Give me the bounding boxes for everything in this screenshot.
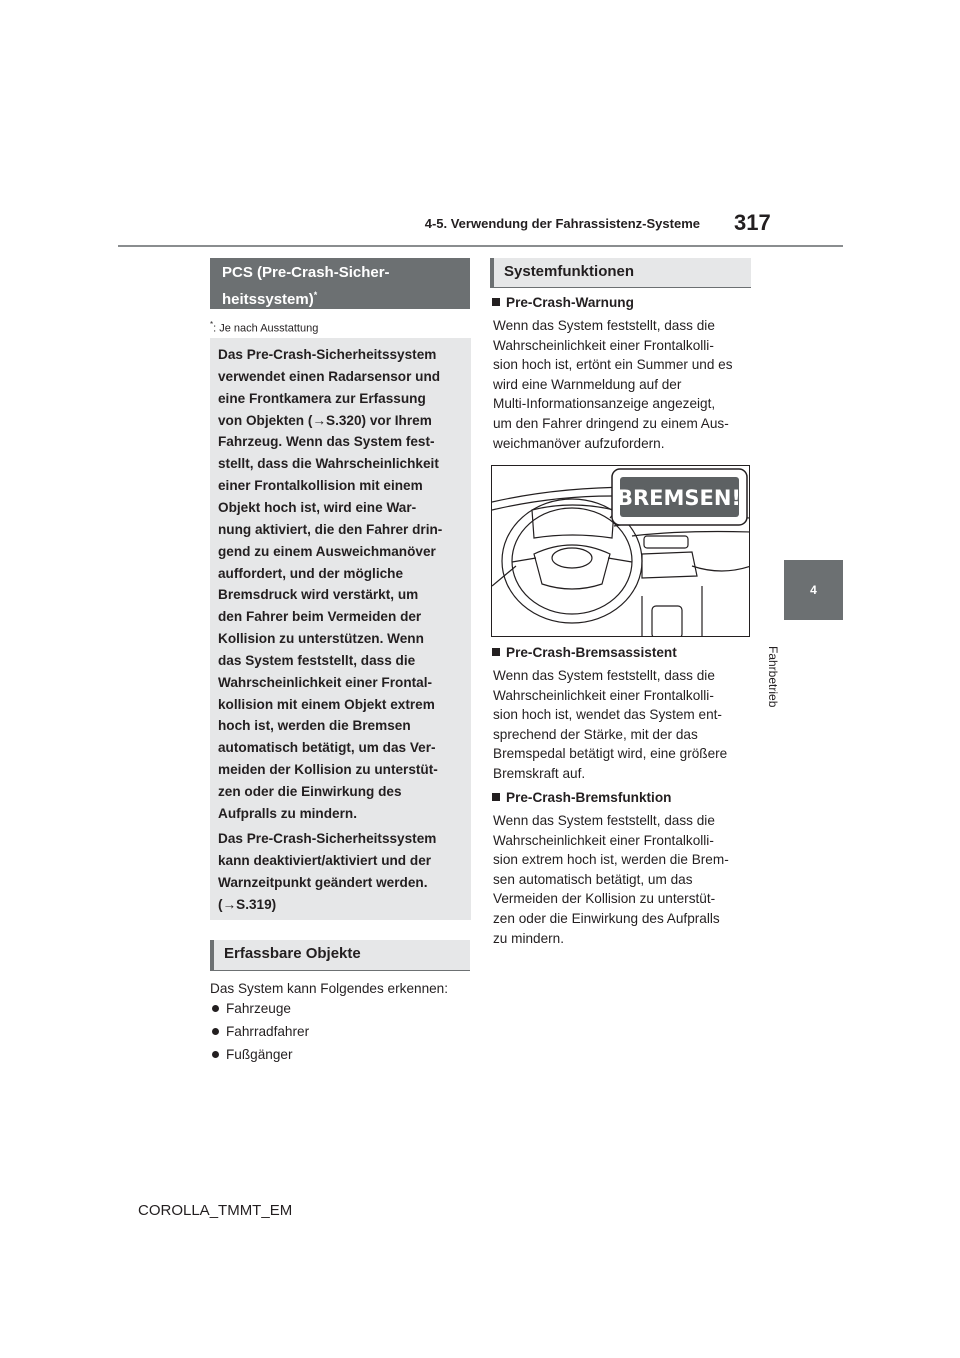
functions-heading: Systemfunktionen [490, 258, 751, 288]
text-line: automatisch betätigt, um das Ver- [218, 740, 436, 756]
text-line: weichmanöver aufzufordern. [493, 435, 665, 451]
brake-subheading-text: Pre-Crash-Bremsfunktion [506, 790, 672, 805]
text-line: nung aktiviert, die den Fahrer drin- [218, 521, 443, 537]
objects-intro: Das System kann Folgendes erkennen: [210, 981, 449, 996]
bullet-icon [212, 1028, 219, 1035]
text-line: sprechend der Stärke, mit der das [493, 726, 698, 742]
warn-subheading [492, 295, 634, 310]
chapter-label-text: Fahrbetrieb [766, 646, 780, 708]
text-line: zen oder die Einwirkung des [218, 784, 402, 799]
square-bullet-icon [492, 298, 500, 306]
warn-paragraph [493, 316, 753, 453]
text-line: Warnzeitpunkt geändert werden. [218, 874, 428, 890]
text-line: meiden der Kollision zu unterstüt- [218, 762, 438, 778]
list-item-text: Fußgänger [226, 1047, 293, 1062]
text-line: hoch ist, werden die Bremsen [218, 718, 411, 734]
header-rule [118, 245, 843, 247]
text-line: sion extrem hoch ist, werden die Brem- [493, 852, 729, 868]
text-line: zen oder die Einwirkung des Aufpralls [493, 910, 720, 926]
list-item [212, 1001, 309, 1024]
text-line: von Objekten (→S.320) vor Ihrem [218, 412, 432, 428]
list-item-text: Fahrzeuge [226, 1001, 291, 1016]
text-line: (→S.319) [218, 896, 277, 912]
list-item [212, 1024, 309, 1047]
assist-subheading [492, 645, 677, 660]
text-line: Wenn das System feststellt, dass die [493, 318, 715, 333]
text-line: Wenn das System feststellt, dass die [493, 813, 715, 828]
footnote-mark: * [210, 320, 214, 329]
bullet-icon [212, 1005, 219, 1012]
objects-list [212, 1001, 309, 1070]
text-line: Bremskraft auf. [493, 765, 586, 781]
brake-paragraph [493, 811, 753, 948]
text-line: Bremspedal betätigt wird, eine größere [493, 746, 728, 762]
text-line: sen automatisch betätigt, um das [493, 871, 693, 887]
text-line: sion hoch ist, ertönt ein Summer und es [493, 357, 733, 373]
page-number: 317 [734, 210, 771, 235]
text-line: Wahrscheinlichkeit einer Frontalkolli- [493, 337, 714, 353]
section-title: 4-5. Verwendung der Fahrassistenz-Systeme [424, 216, 700, 231]
document-code: COROLLA_TMMT_EM [138, 1202, 293, 1219]
text-line: Wahrscheinlichkeit einer Frontalkolli- [493, 832, 714, 848]
text-line: wird eine Warnmeldung auf der [493, 376, 682, 392]
warn-subheading-text: Pre-Crash-Warnung [506, 295, 634, 310]
text-line: sion hoch ist, wendet das System ent- [493, 707, 722, 723]
text-line: Multi-Informationsanzeige angezeigt, [493, 396, 716, 412]
text-line: Wahrscheinlichkeit einer Frontalkolli- [493, 687, 714, 703]
pcs-heading-line2: heitssystem) [222, 291, 314, 308]
text-line: einer Frontalkollision mit einem [218, 478, 423, 494]
intro-box [210, 338, 471, 920]
illustration-warning-text: BREMSEN! [616, 486, 742, 510]
dashboard-drawing [492, 466, 750, 637]
list-item [212, 1047, 309, 1070]
footnote [210, 320, 318, 335]
text-line: Bremsdruck wird verstärkt, um [218, 587, 419, 603]
text-line: zu mindern. [493, 930, 565, 946]
chapter-tab[interactable]: 4 [784, 560, 843, 620]
text-line: eine Frontkamera zur Erfassung [218, 390, 426, 406]
text-line: das System feststellt, dass die [218, 652, 416, 668]
text-line: kann deaktiviert/aktiviert und der [218, 852, 432, 868]
text-line: Wahrscheinlichkeit einer Frontal- [218, 674, 433, 690]
dashboard-illustration [491, 465, 750, 637]
square-bullet-icon [492, 648, 500, 656]
text-line: den Fahrer beim Vermeiden der [218, 609, 422, 625]
text-line: um den Fahrer dringend zu einem Aus- [493, 415, 729, 431]
assist-paragraph [493, 666, 753, 784]
text-line: Wenn das System feststellt, dass die [493, 668, 715, 683]
text-line: Das Pre-Crash-Sicherheitssystem [218, 831, 437, 846]
pcs-heading-mark: * [313, 290, 318, 300]
text-line: verwendet einen Radarsensor und [218, 368, 441, 384]
text-line: gend zu einem Ausweichmanöver [218, 543, 436, 559]
text-line: kollision mit einem Objekt extrem [218, 696, 435, 712]
footnote-text: : Je nach Ausstattung [213, 322, 319, 335]
text-line: Vermeiden der Kollision zu unterstüt- [493, 891, 716, 907]
pcs-heading-line1: PCS (Pre-Crash-Sicher- [222, 264, 390, 281]
objects-heading: Erfassbare Objekte [210, 940, 470, 971]
pcs-heading [210, 258, 470, 309]
text-line: Kollision zu unterstützen. Wenn [218, 631, 424, 647]
brake-subheading [492, 790, 671, 805]
text-line: auffordert, und der mögliche [218, 565, 404, 581]
text-line: Fahrzeug. Wenn das System fest- [218, 434, 435, 450]
text-line: stellt, dass die Wahrscheinlichkeit [218, 456, 439, 472]
text-line: Das Pre-Crash-Sicherheitssystem [218, 347, 437, 362]
text-line: Aufpralls zu mindern. [218, 805, 357, 821]
list-item-text: Fahrradfahrer [226, 1024, 310, 1039]
square-bullet-icon [492, 793, 500, 801]
text-line: Objekt hoch ist, wird eine War- [218, 499, 417, 515]
assist-subheading-text: Pre-Crash-Bremsassistent [506, 645, 677, 660]
bullet-icon [212, 1051, 219, 1058]
